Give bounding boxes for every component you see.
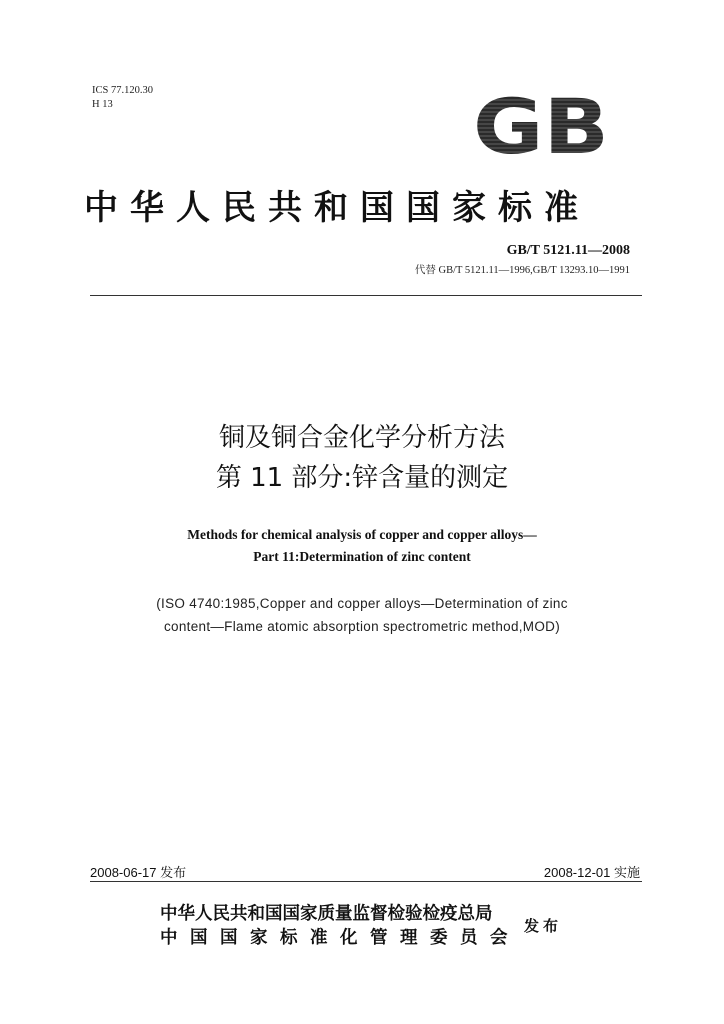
chinese-title-line2: 第 11 部分:锌含量的测定 <box>215 463 509 493</box>
ccs-code: H 13 <box>92 99 113 110</box>
english-title-line1: Methods for chemical analysis of copper and copper alloys— <box>187 527 537 542</box>
iso-reference <box>0 592 724 638</box>
standard-type-title: 中华人民共和国国家标准 <box>84 188 590 228</box>
chinese-title-line1: 铜及铜合金化学分析方法 <box>218 423 505 453</box>
publish-label: 发布 <box>524 917 563 935</box>
issuer-line1: 中华人民共和国国家质量监督检验检疫总局 <box>160 904 493 924</box>
replaces-note: 代替 GB/T 5121.11—1996,GB/T 13293.10—1991 <box>414 265 630 276</box>
implementation-date: 2008-12-01 实施 <box>543 865 640 880</box>
issuer-line2: 中国国家标准化管理委员会 <box>160 928 520 948</box>
top-divider <box>90 295 642 296</box>
issue-date: 2008-06-17 发布 <box>90 865 187 880</box>
iso-reference-line2: content—Flame atomic absorption spectrometric method,MOD) <box>164 619 560 634</box>
gb-logo-text: GB <box>473 94 609 158</box>
chinese-title <box>0 418 724 498</box>
classification-codes <box>92 84 153 112</box>
issuing-authorities <box>160 902 520 950</box>
english-title <box>0 524 724 568</box>
ics-code: ICS 77.120.30 <box>92 85 153 96</box>
bottom-divider <box>90 881 642 882</box>
iso-reference-line1: (ISO 4740:1985,Copper and copper alloys—Determination of zinc <box>156 596 568 611</box>
english-title-line2: Part 11:Determination of zinc content <box>253 549 471 564</box>
standard-number-block <box>415 243 630 277</box>
standard-number: GB/T 5121.11—2008 <box>506 243 630 258</box>
gb-logo <box>472 94 610 158</box>
